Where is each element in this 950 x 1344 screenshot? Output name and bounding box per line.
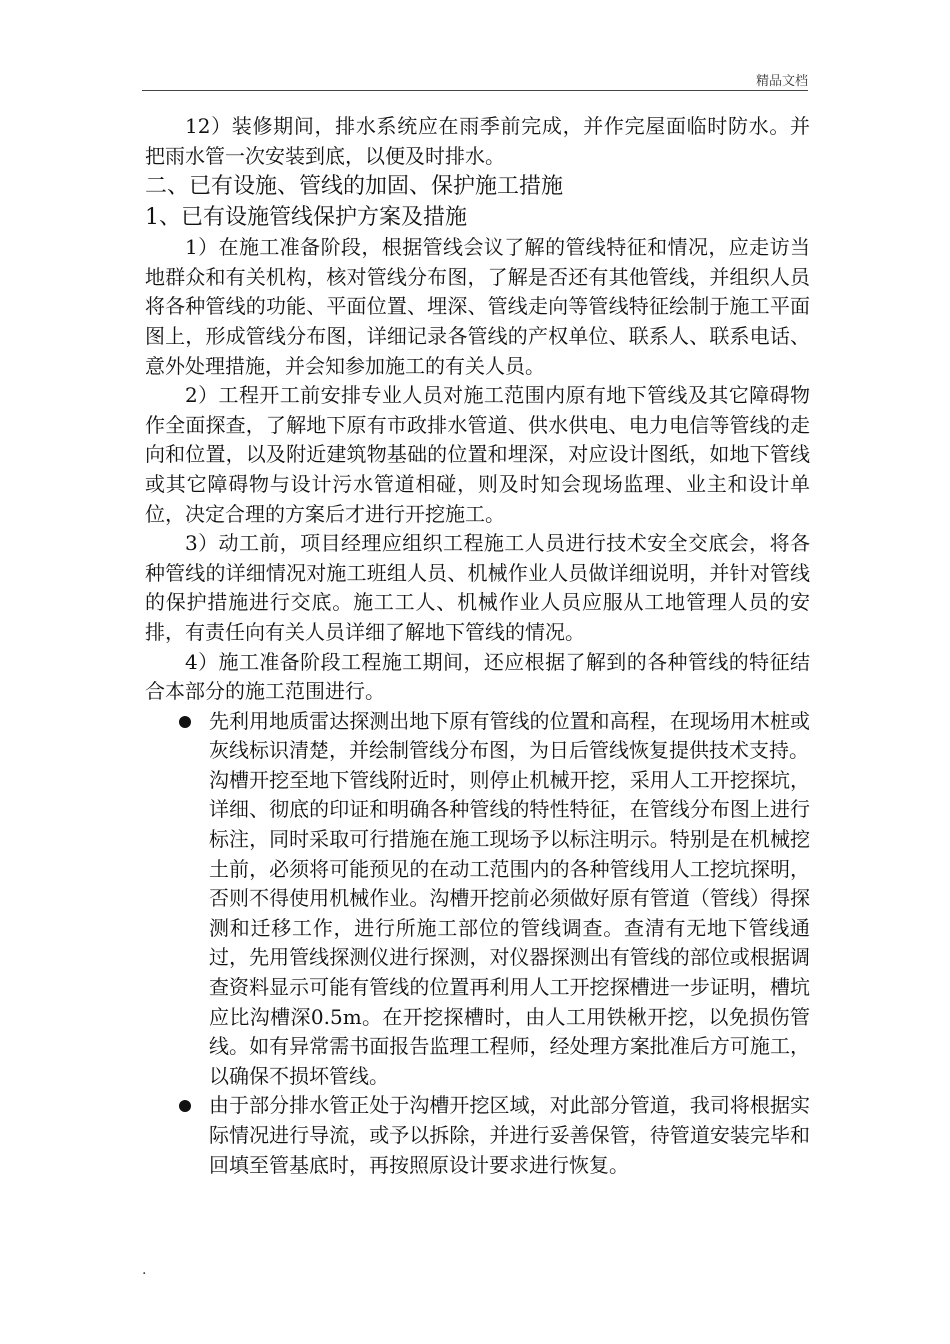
bullet-item	[145, 1091, 810, 1180]
paragraph-item-2: 2）工程开工前安排专业人员对施工范围内原有地下管线及其它障碍物作全面探查，了解地下原有市政排水管道、供水供电、电力电信等管线的走向和位置，以及附近建筑物基础的位置和埋深，对应设计图纸，如地下管线或其它障碍物与设计污水管道相碰，则及时知会现场监理、业主和设计单位，决定合理的方案后才进行开挖施工。	[145, 383, 810, 526]
bullet-dot-icon	[179, 1100, 191, 1112]
paragraph-12: 12）装修期间，排水系统应在雨季前完成，并作完屋面临时防水。并把雨水管一次安装到底，以便及时排水。	[145, 114, 810, 168]
section-heading: 二、已有设施、管线的加固、保护施工措施	[145, 174, 564, 200]
bullet-item	[145, 707, 810, 1092]
document-body	[145, 112, 810, 1180]
bullet-continuation-text: 沟槽开挖至地下管线附近时，则停止机械开挖，采用人工开挖探坑，详细、彻底的印证和明确各种管线的特性特征，在管线分布图上进行标注，同时采取可行措施在施工现场予以标注明示。特别是在机械挖土前，必须将可能预见的在动工范围内的各种管线用人工挖坑探明，否则不得使用机械作业。沟槽开挖前必须做好原有管道（管线）得探测和迁移工作，进行所施工部位的管线调查。查清有无地下管线通过，先用管线探测仪进行探测，对仪器探测出有管线的部位或根据调查资料显示可能有管线的位置再利用人工开挖探槽进一步证明，槽坑应比沟槽深0.5m。在开挖探槽时，由人工用铁楸开挖，以免损伤管线。如有异常需书面报告监理工程师，经处理方案批准后方可施工，以确保不损坏管线。	[209, 767, 810, 1088]
bullet-dot-icon	[179, 716, 191, 728]
subsection-heading: 1、已有设施管线保护方案及措施	[145, 205, 467, 231]
bullet-lead-text: 由于部分排水管正处于沟槽开挖区域，对此部分管道，我司将根据实际情况进行导流，或予以拆除，并进行妥善保管，待管道安装完毕和回填至管基底时，再按照原设计要求进行恢复。	[209, 1093, 810, 1177]
footer-mark: .	[142, 1262, 147, 1278]
page-header-label: 精品文档	[755, 74, 808, 89]
paragraph-item-1: 1）在施工准备阶段，根据管线会议了解的管线特征和情况，应走访当地群众和有关机构，核对管线分布图，了解是否还有其他管线，并组织人员将各种管线的功能、平面位置、埋深、管线走向等管线特征绘制于施工平面图上，形成管线分布图，详细记录各管线的产权单位、联系人、联系电话、意外处理措施，并会知参加施工的有关人员。	[145, 235, 810, 378]
paragraph-item-3: 3）动工前，项目经理应组织工程施工人员进行技术安全交底会，将各种管线的详细情况对施工班组人员、机械作业人员做详细说明，并针对管线的保护措施进行交底。施工工人、机械作业人员应服从工地管理人员的安排，有责任向有关人员详细了解地下管线的情况。	[145, 531, 810, 644]
header-divider	[142, 90, 808, 91]
bullet-lead-text: 先利用地质雷达探测出地下原有管线的位置和高程，在现场用木桩或灰线标识清楚，并绘制管线分布图，为日后管线恢复提供技术支持。	[209, 708, 810, 763]
paragraph-item-4: 4）施工准备阶段工程施工期间，还应根据了解到的各种管线的特征结合本部分的施工范围进行。	[145, 649, 810, 704]
